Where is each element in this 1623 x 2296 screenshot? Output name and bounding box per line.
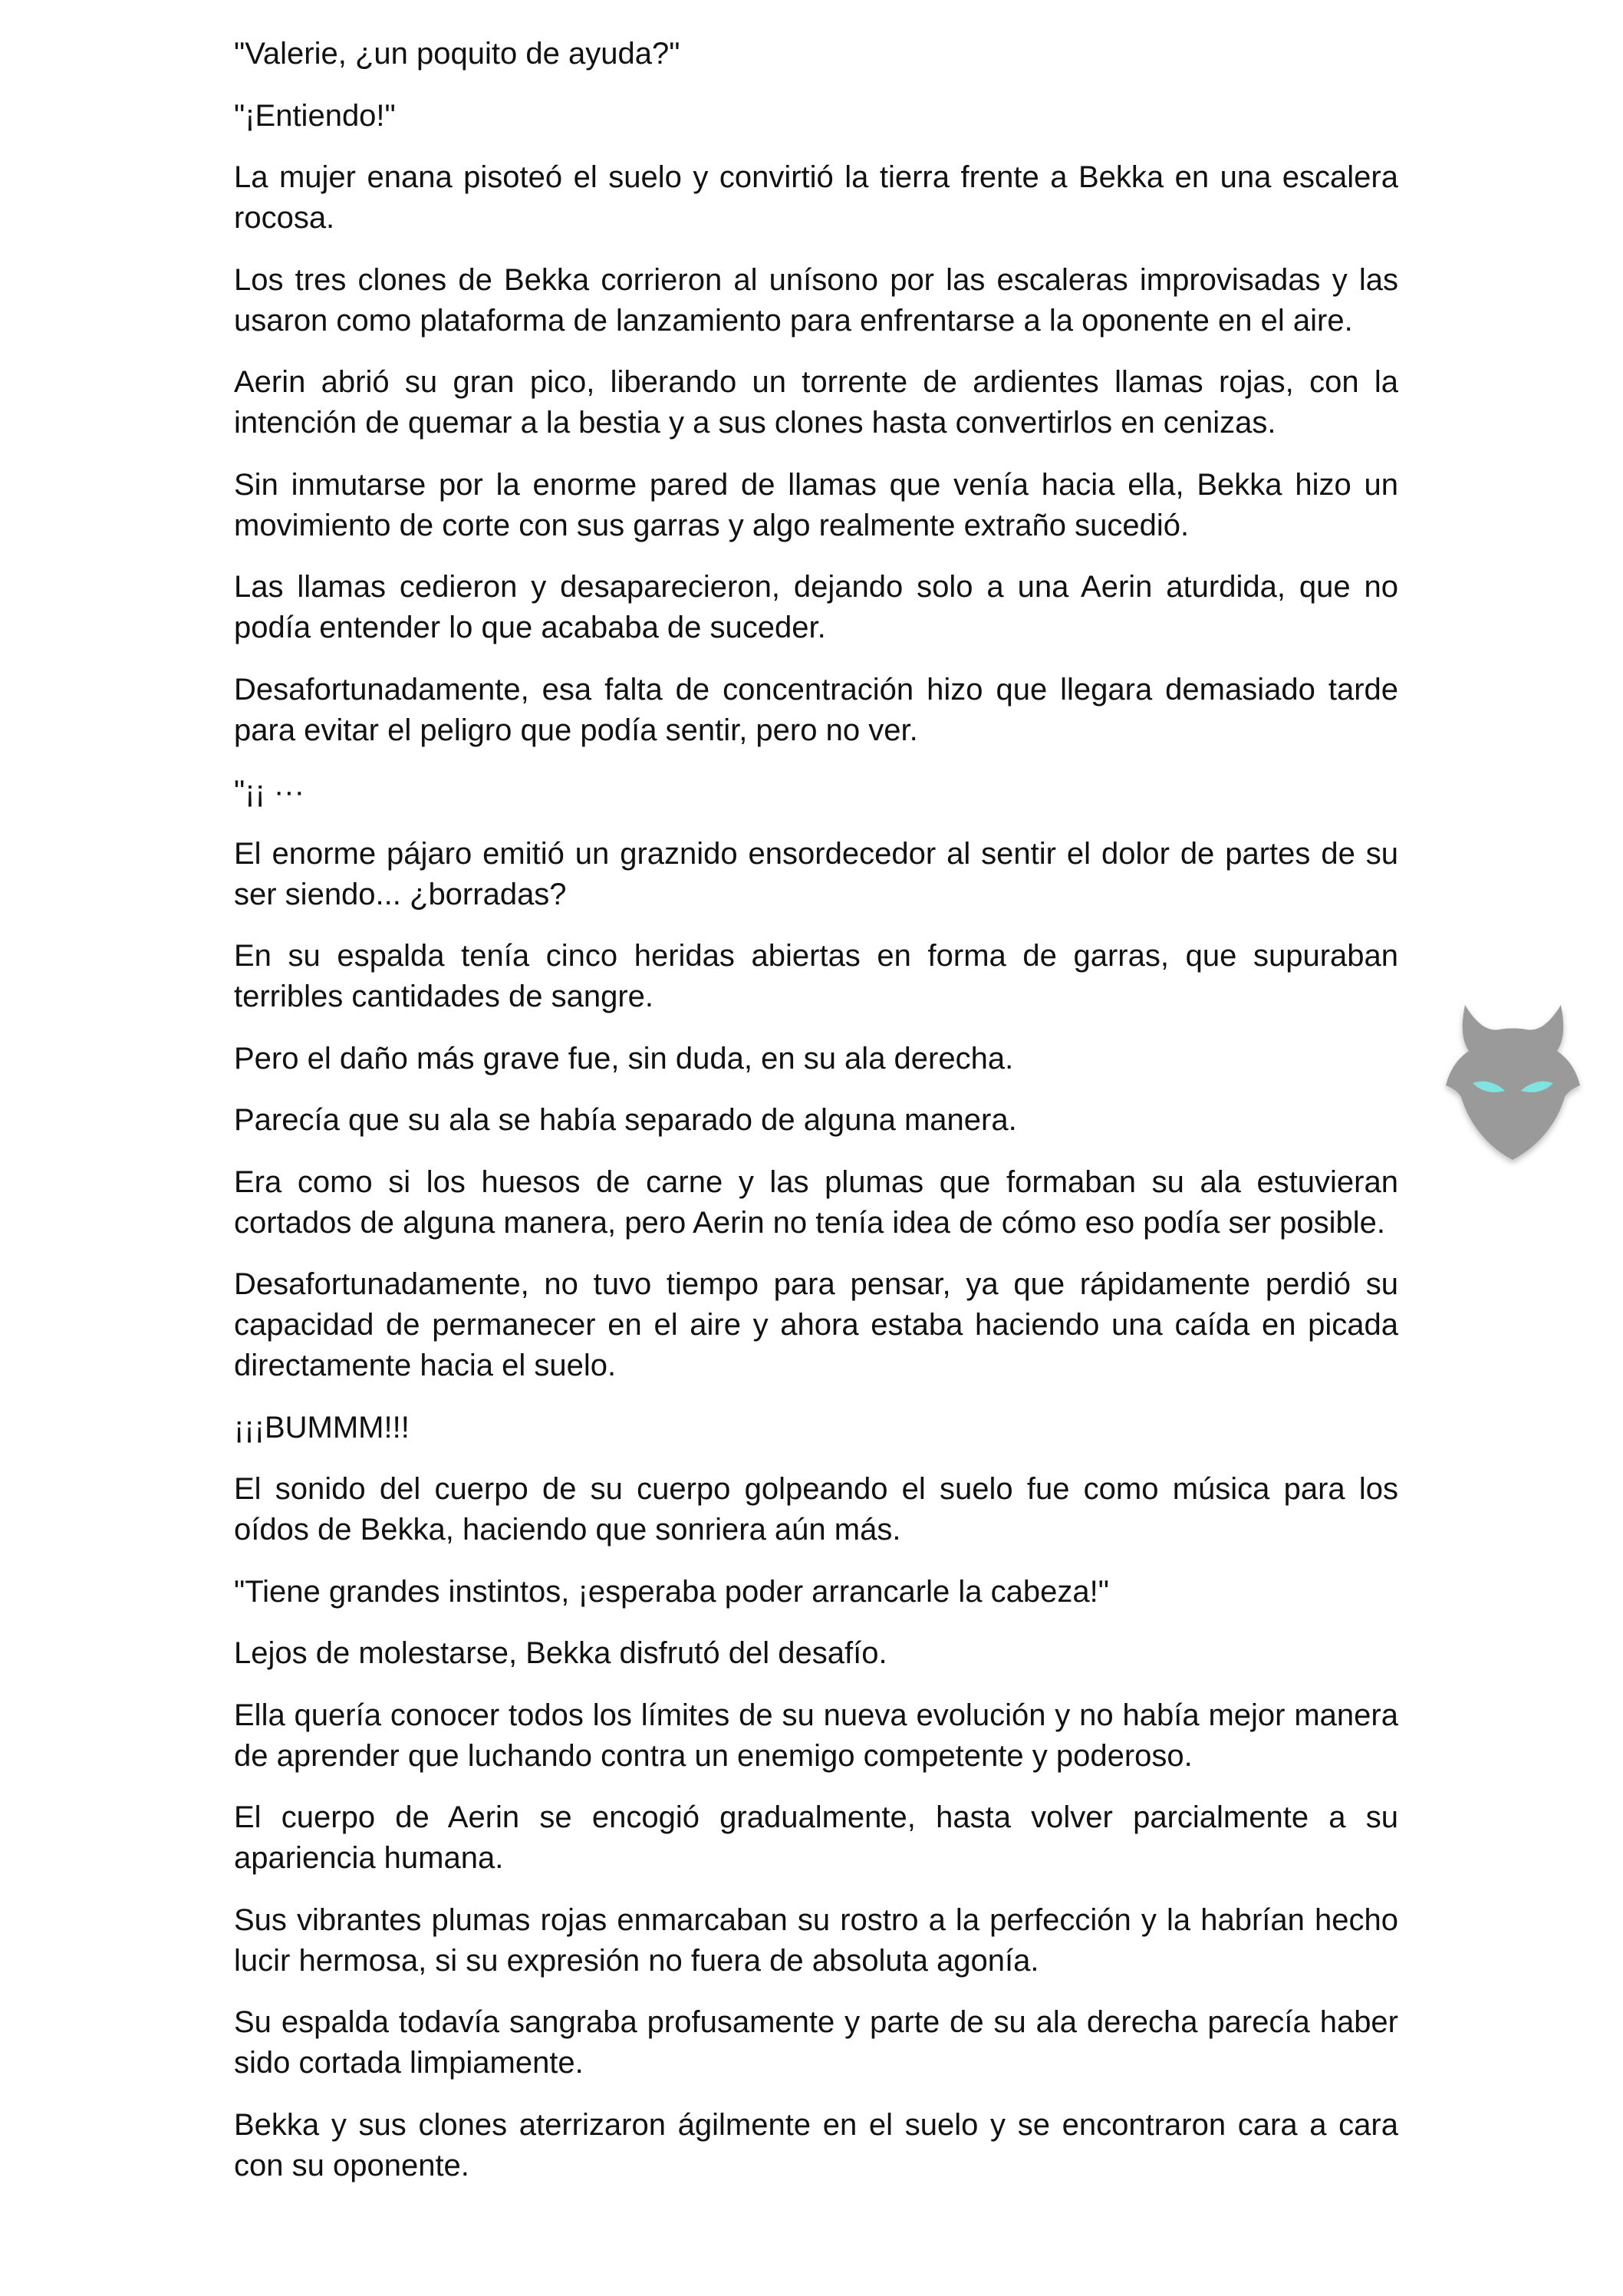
paragraph: Ella quería conocer todos los límites de su nueva evolución y no había mejor manera de aprender que luchando contra un enemigo competente y poderoso. — [234, 1698, 1398, 1773]
paragraph: El enorme pájaro emitió un graznido ensordecedor al sentir el dolor de partes de su ser siendo... ¿borradas? — [234, 836, 1398, 911]
paragraph: "Valerie, ¿un poquito de ayuda?" — [234, 37, 680, 71]
paragraph: Su espalda todavía sangraba profusamente y parte de su ala derecha parecía haber sido cortada limpiamente. — [234, 2005, 1398, 2080]
paragraph: La mujer enana pisoteó el suelo y convirtió la tierra frente a Bekka en una escalera rocosa. — [234, 160, 1398, 235]
paragraph: "¡¡ ··· — [234, 775, 305, 809]
paragraph: Desafortunadamente, esa falta de concentración hizo que llegara demasiado tarde para evitar el peligro que podía sentir, pero no ver. — [234, 672, 1398, 747]
paragraph: El sonido del cuerpo de su cuerpo golpeando el suelo fue como música para los oídos de Bekka, haciendo que sonriera aún más. — [234, 1472, 1398, 1547]
document-body — [234, 34, 1398, 2207]
paragraph: "¡Entiendo!" — [234, 98, 396, 133]
paragraph: "Tiene grandes instintos, ¡esperaba poder arrancarle la cabeza!" — [234, 1574, 1109, 1609]
paragraph: Aerin abrió su gran pico, liberando un torrente de ardientes llamas rojas, con la intención de quemar a la bestia y a sus clones hasta convertirlos en cenizas. — [234, 365, 1398, 440]
paragraph: Lejos de molestarse, Bekka disfrutó del desafío. — [234, 1636, 887, 1670]
paragraph: En su espalda tenía cinco heridas abiertas en forma de garras, que supuraban terribles cantidades de sangre. — [234, 939, 1398, 1013]
paragraph: Sin inmutarse por la enorme pared de llamas que venía hacia ella, Bekka hizo un movimiento de corte con sus garras y algo realmente extraño sucedió. — [234, 467, 1398, 542]
paragraph: Bekka y sus clones aterrizaron ágilmente en el suelo y se encontraron cara a cara con su oponente. — [234, 2107, 1398, 2182]
paragraph: Desafortunadamente, no tuvo tiempo para pensar, ya que rápidamente perdió su capacidad de permanecer en el aire y ahora estaba haciendo una caída en picada directamente hacia el suelo. — [234, 1267, 1398, 1382]
paragraph: El cuerpo de Aerin se encogió gradualmente, hasta volver parcialmente a su apariencia humana. — [234, 1800, 1398, 1875]
paragraph: Pero el daño más grave fue, sin duda, en su ala derecha. — [234, 1041, 1014, 1076]
paragraph: Parecía que su ala se había separado de alguna manera. — [234, 1103, 1017, 1137]
demon-head-icon — [1442, 997, 1584, 1166]
paragraph: Sus vibrantes plumas rojas enmarcaban su rostro a la perfección y la habrían hecho lucir hermosa, si su expresión no fuera de absoluta agonía. — [234, 1902, 1398, 1978]
paragraph: Las llamas cedieron y desaparecieron, dejando solo a una Aerin aturdida, que no podía entender lo que acababa de suceder. — [234, 570, 1398, 644]
paragraph: ¡¡¡BUMMM!!! — [234, 1410, 410, 1444]
paragraph: Los tres clones de Bekka corrieron al unísono por las escaleras improvisadas y las usaron como plataforma de lanzamiento para enfrentarse a la oponente en el aire. — [234, 262, 1398, 338]
paragraph: Era como si los huesos de carne y las plumas que formaban su ala estuvieran cortados de alguna manera, pero Aerin no tenía idea de cómo eso podía ser posible. — [234, 1164, 1398, 1240]
